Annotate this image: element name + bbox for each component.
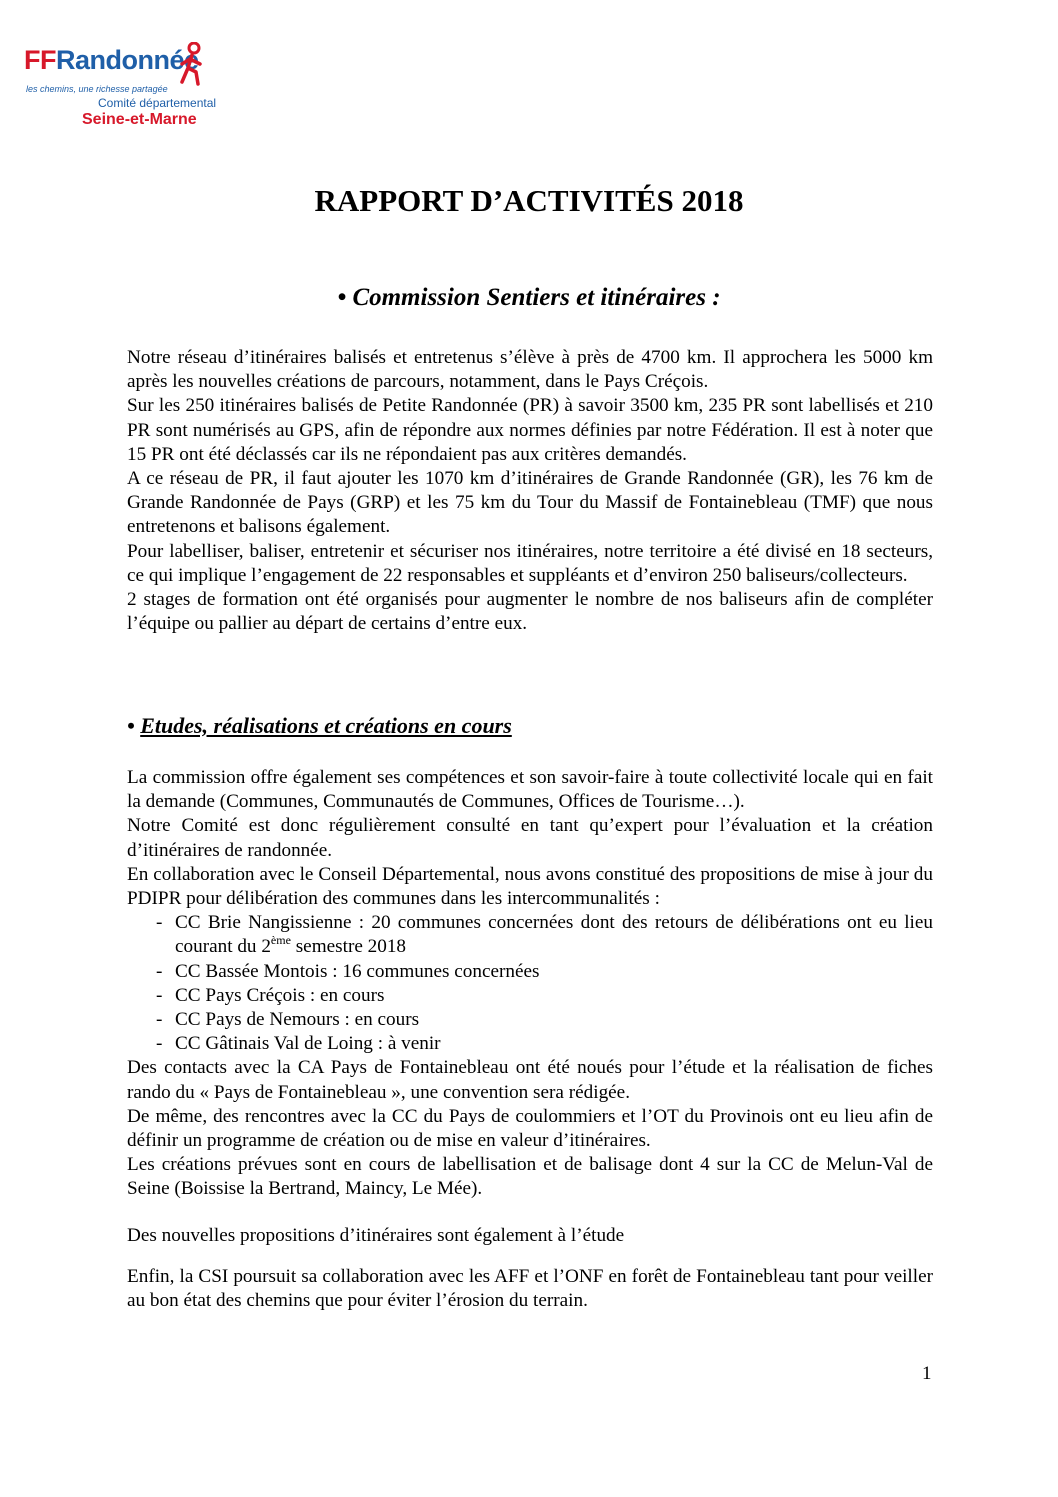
section-commission-body [127,346,933,636]
logo-wordmark: FFRandonnée [24,45,199,75]
paragraph: En collaboration avec le Conseil Départemental, nous avons constitué des propositions de mise à jour du PDIPR pour délibération des communes dans les intercommunalités : [127,863,933,910]
paragraph: Les créations prévues sont en cours de labellisation et de balisage dont 4 sur la CC de Melun-Val de Seine (Boissise la Bertrand, Maincy, Le Mée). [127,1154,933,1200]
logo-comite: Comité départemental [98,96,217,110]
section-etudes-body [127,766,933,1202]
hiker-icon [174,42,210,86]
page-number: 1 [922,1363,932,1384]
paragraph: Des contacts avec la CA Pays de Fontainebleau ont été noués pour l’étude et la réalisation de fiches rando du « Pays de Fontainebleau », une convention sera rédigée. [127,1057,933,1103]
paragraph: La commission offre également ses compétences et son savoir-faire à toute collectivité locale qui en fait la demande (Communes, Communautés de Communes, Offices de Tourisme…). [127,767,933,813]
closing-paragraph: Enfin, la CSI poursuit sa collaboration avec les AFF et l’ONF en forêt de Fontainebleau tant pour veiller au bon état des chemins que pour éviter l’érosion du terrain. [127,1266,933,1312]
intercommunalites-list [127,911,933,1056]
paragraph: Pour labelliser, baliser, entretenir et sécuriser nos itinéraires, notre territoire a été divisé en 18 secteurs, ce qui implique l’engagement de 22 responsables et suppléants et d’environ 250 baliseurs/collecteurs. [127,540,933,586]
ffrandonnee-logo [24,44,224,136]
list-item: - CC Gâtinais Val de Loing : à venir [156,1032,933,1056]
note-paragraph: Des nouvelles propositions d’itinéraires sont également à l’étude [127,1225,625,1246]
section-title-etudes: • Etudes, réalisations et créations en cours [127,713,512,738]
logo-departement: Seine-et-Marne [82,111,197,128]
paragraph: De même, des rencontres avec la CC du Pays de coulommiers et l’OT du Provinois ont eu lieu afin de définir un programme de création ou de mise en valeur d’itinéraires. [127,1105,933,1152]
paragraph: Notre Comité est donc régulièrement consulté en tant qu’expert pour l’évaluation et la création d’itinéraires de randonnée. [127,815,933,861]
logo-tagline: les chemins, une richesse partagée [26,84,168,94]
list-item: - CC Pays Créçois : en cours [156,984,933,1008]
paragraph: 2 stages de formation ont été organisés pour augmenter le nombre de nos baliseurs afin de compléter l’équipe ou pallier au départ de certains d’entre eux. [127,589,933,635]
list-item: - CC Pays de Nemours : en cours [156,1008,933,1032]
list-item: - CC Brie Nangissienne : 20 communes concernées dont des retours de délibérations ont eu lieu courant du 2ème semestre 2018 [156,911,933,959]
paragraph: Sur les 250 itinéraires balisés de Petite Randonnée (PR) à savoir 3500 km, 235 PR sont labellisés et 210 PR sont numérisés au GPS, afin de répondre aux normes définies par notre Fédération. Il est à noter que 15 PR ont été déclassés car ils ne répondaient pas aux critères demandés. [127,395,933,465]
list-item: - CC Bassée Montois : 16 communes concernées [156,960,933,984]
paragraph: A ce réseau de PR, il faut ajouter les 1070 km d’itinéraires de Grande Randonnée (GR), les 76 km de Grande Randonnée de Pays (GRP) et les 75 km du Tour du Massif de Fontainebleau (TMF) que nous entretenons et balisons également. [127,468,933,538]
page-title: RAPPORT D’ACTIVITÉS 2018 [314,183,744,218]
paragraph: Notre réseau d’itinéraires balisés et entretenus s’élève à près de 4700 km. Il approchera les 5000 km après les nouvelles créations de parcours, notamment, dans le Pays Créçois. [127,347,933,393]
section-title-commission: • Commission Sentiers et itinéraires : [337,284,721,311]
